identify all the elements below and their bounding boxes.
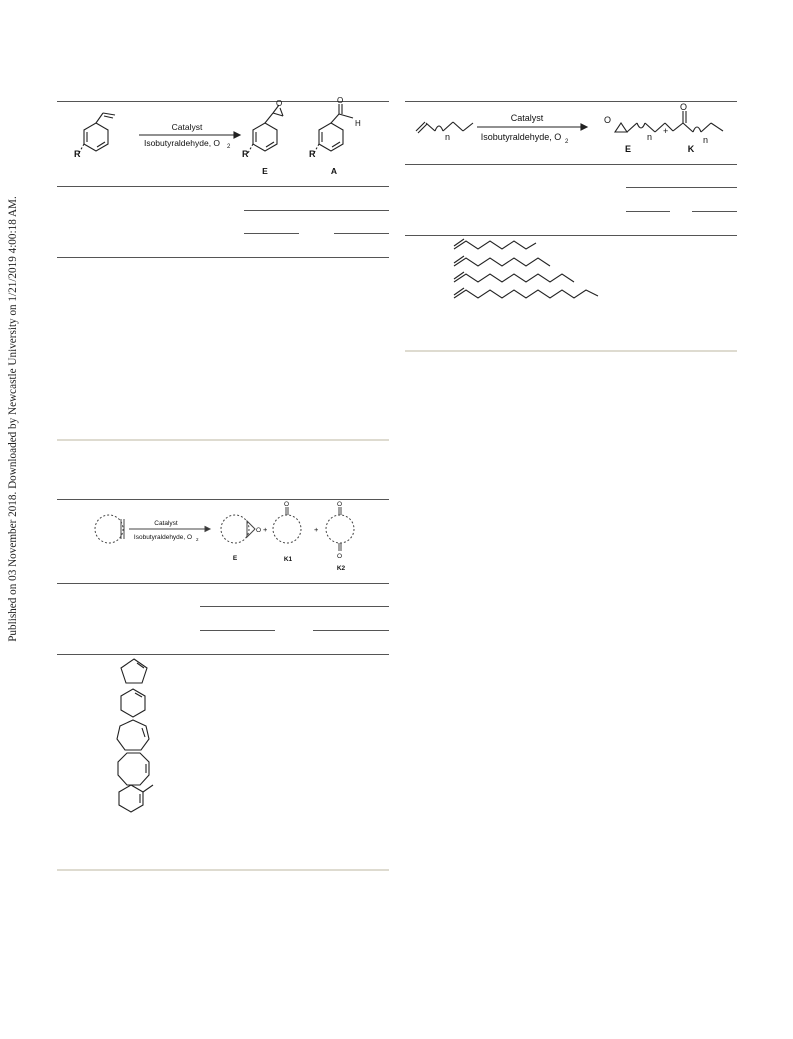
download-notice-text: Published on 03 November 2018. Downloaded by Newcastle University on 1/21/2019 4:00:18 AM.	[7, 196, 19, 642]
1-octene-structure-icon	[452, 254, 562, 270]
table2-sub-rule-1	[626, 211, 670, 212]
cyclic-plus-sign-2: +	[314, 525, 319, 534]
table1-span-rule	[244, 210, 389, 211]
table1-bottom-rule	[57, 439, 389, 441]
alkene-epoxide-oxygen-label: O	[604, 115, 612, 125]
table1-header-rule	[57, 186, 389, 187]
epoxide-substituent-label: R	[242, 149, 249, 159]
aldehyde-oxygen-label: O	[337, 96, 344, 105]
alkene-reagent-oxidant-subscript: 2	[565, 139, 569, 145]
styrene-reagent-catalyst: Catalyst	[171, 122, 203, 132]
ketone-repeat-label: n	[703, 135, 709, 145]
cyclic-product-k1-label: K1	[283, 556, 293, 563]
cyclic-plus-sign-1: +	[263, 525, 268, 534]
table2-bottom-rule	[405, 350, 737, 352]
table2-header-rule	[405, 164, 737, 165]
table1-sub-rule-2	[334, 233, 389, 234]
alkene-oxidation-scheme	[405, 101, 737, 164]
table3-sub-rule-1	[200, 630, 275, 631]
cyclic-reagent-catalyst: Catalyst	[154, 520, 178, 527]
aldehyde-substituent-label: R	[309, 149, 316, 159]
styrene-substituent-label: R	[74, 149, 81, 159]
styrene-reagent-oxidant: Isobutyraldehyde, O	[143, 138, 221, 148]
table2-sub-rule-2	[692, 211, 737, 212]
epoxide-repeat-label: n	[647, 132, 653, 142]
cyclic-alkene-oxidation-scheme	[57, 499, 389, 583]
cyclic-epoxide-oxygen-label: O	[256, 527, 262, 534]
cyclic-reagent-oxidant: Isobutyraldehyde, O	[133, 534, 193, 541]
product-epoxide-label: E	[262, 166, 268, 176]
cyclic-product-epoxide-label: E	[232, 555, 238, 562]
alkene-reagent-oxidant: Isobutyraldehyde, O	[480, 132, 562, 142]
aldehyde-hydrogen-label: H	[355, 119, 361, 128]
epoxide-oxygen-label: O	[276, 99, 283, 108]
1-dodecene-structure-icon	[452, 284, 612, 302]
table2-body-rule	[405, 235, 737, 236]
k2-bottom-oxygen-label: O	[337, 553, 343, 560]
alkene-product-epoxide-label: E	[624, 144, 632, 154]
cyclic-reagent-oxidant-subscript: 2	[196, 537, 199, 542]
download-notice	[0, 0, 26, 1039]
1-methylcyclohexene-structure-icon	[115, 782, 159, 814]
styrene-reagent-oxidant-subscript: 2	[227, 144, 231, 150]
alkene-ketone-oxygen-label: O	[680, 102, 688, 112]
table3-sub-rule-2	[313, 630, 389, 631]
k2-top-oxygen-label: O	[337, 501, 343, 508]
table3-body-rule	[57, 654, 389, 655]
table3-bottom-rule	[57, 869, 389, 871]
alkene-repeat-label: n	[445, 132, 451, 142]
k1-oxygen-label: O	[284, 501, 290, 508]
table1-sub-rule-1	[244, 233, 299, 234]
cycloheptene-structure-icon	[115, 719, 155, 753]
cyclopentene-structure-icon	[117, 657, 155, 687]
1-hexene-structure-icon	[452, 238, 542, 252]
table3-header-rule	[57, 583, 389, 584]
table3-span-rule	[200, 606, 389, 607]
table1-body-rule	[57, 257, 389, 258]
cyclohexene-structure-icon	[117, 688, 155, 718]
table2-span-rule	[626, 187, 737, 188]
product-aldehyde-label: A	[330, 166, 338, 176]
alkene-plus-sign: +	[663, 126, 669, 136]
alkene-product-ketone-label: K	[687, 144, 695, 154]
styrene-oxidation-scheme	[57, 96, 389, 186]
cyclic-product-k2-label: K2	[336, 565, 346, 572]
alkene-reagent-catalyst: Catalyst	[510, 113, 544, 123]
